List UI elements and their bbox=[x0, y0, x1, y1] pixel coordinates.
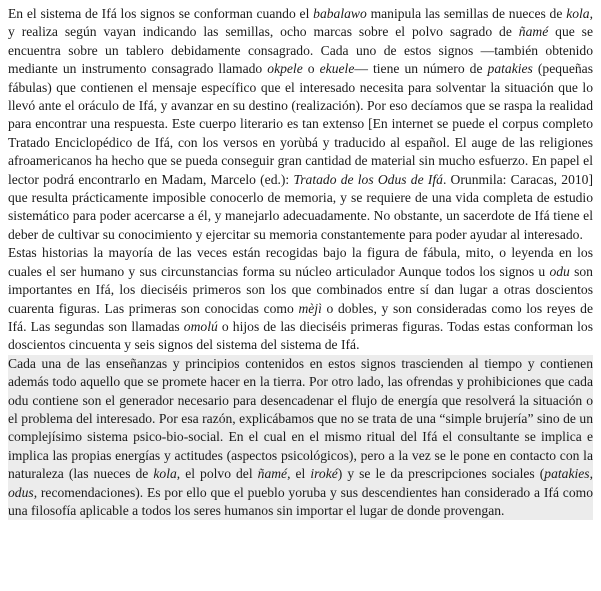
text-run: En el sistema de Ifá los signos se conforman cuando el bbox=[8, 6, 314, 21]
text-run: . Orunmila: Caracas, 2010] que resulta prácticamente imposible conocerlo de memoria, y se requiere de una vida completa de estudio sistemático para poder acercarse a él, y manejarlo adecuadamente. No obstante, un sacerdote de Ifá tiene el deber de cultivar su conocimiento y ejercitar su memoria constantemente para poder ayudar al interesado. bbox=[8, 171, 593, 242]
text-run: o dobles, y son consideradas como los reyes de Ifá. Las segundas son llamadas bbox=[8, 300, 593, 334]
paragraph bbox=[8, 355, 593, 521]
italic-term: ñamé bbox=[518, 24, 549, 40]
text-run: son importantes en Ifá, los dieciséis primeros son los que combinados entre sí dan lugar a otras doscientos cuarenta figuras. Las primeras son conocidas como bbox=[8, 263, 593, 316]
document-body bbox=[8, 5, 593, 520]
text-run: , el polvo del bbox=[176, 466, 258, 482]
paragraph bbox=[8, 244, 593, 354]
italic-term: patakies bbox=[544, 466, 590, 482]
text-run: (pequeñas fábulas) que contienen el mensaje específico que el interesado necesita para solventar la situación que lo llevó ante el oráculo de Ifá, y avanzar en su destino (realización). Por eso decíamos que se raspa la realidad para encontrar una respuesta. Este cuerpo literario es tan extenso [En internet se puede el corpus completo Tratado Enciclopédico de Ifá, con los versos en yorùbá y traducido al español. El auge de las religiones afroamericanos ha hecho que se pueda conseguir gran cantidad de material sin mucho esfuerzo. En papel el lector podrá encontrarlo en Madam, Marcelo (ed.): bbox=[8, 61, 594, 187]
text-run: , recomendaciones). Es por ello que el pueblo yoruba y sus descendientes han considerado a Ifá como una filosofía aplicable a todos los seres humanos sin importar el lugar de donde provengan. bbox=[8, 484, 593, 518]
text-run: — tiene un número de bbox=[354, 61, 488, 77]
italic-term: iroké bbox=[310, 466, 338, 482]
paragraph bbox=[8, 5, 593, 244]
text-run: , y realiza según vayan indicando las semillas, ocho marcas sobre el polvo sagrado de bbox=[8, 6, 593, 40]
text-run: Estas historias la mayoría de las veces están recogidas bajo la figura de fábula, mito, o leyenda en los cuales el ser humano y sus circunstancias forma su núcleo articulador Aunque todos los signos u bbox=[8, 245, 593, 279]
text-run: ) y se le da prescripciones sociales ( bbox=[337, 466, 545, 482]
text-run: manipula las semillas de nueces de bbox=[366, 6, 567, 21]
italic-term: babalawo bbox=[313, 6, 367, 21]
italic-term: kola bbox=[566, 6, 590, 21]
text-run: Cada una de las enseñanzas y principios contenidos en estos signos trascienden al tiempo y contienen además todo aquello que se promete hacer en la tierra. Por otro lado, las ofrendas y prohibiciones que cada odu contiene son el generador necesario para desencadenar el flujo de energía que resolverá la situación o el problema del interesado. Por esa razón, explicábamos que no se trata de una “simple brujería” sino de un complejísimo sistema psico-bio-social. En el cual en el mismo ritual del Ifá el consultante se implica e implica las propias energías y actitudes (aspectos psicológicos), pero a la vez se le pone en contacto con la naturaleza (las nueces de bbox=[8, 355, 593, 482]
italic-term: ekuele bbox=[319, 61, 355, 77]
italic-term: okpele bbox=[267, 61, 303, 77]
italic-term: ñamé bbox=[257, 466, 288, 482]
text-run: o bbox=[302, 61, 320, 77]
italic-term: odu bbox=[549, 263, 570, 279]
italic-term: kola bbox=[153, 466, 177, 482]
italic-term: patakies bbox=[487, 61, 533, 77]
italic-term: odus bbox=[8, 484, 34, 500]
italic-term: Tratado de los Odus de Ifá bbox=[293, 171, 443, 187]
text-run: que se encuentra sobre un tablero debidamente consagrado. Cada uno de estos signos —también obtenido mediante un instrumento consagrado llamado bbox=[8, 24, 593, 77]
italic-term: mèjì bbox=[298, 300, 322, 316]
text-run: o hijos de las dieciséis primeras figuras. Todas estas conforman los doscientos cincuenta y seis signos del sistema del sistema de Ifá. bbox=[8, 318, 594, 353]
text-run: , bbox=[589, 466, 593, 482]
text-run: , el bbox=[287, 466, 311, 482]
italic-term: omolú bbox=[183, 318, 218, 334]
